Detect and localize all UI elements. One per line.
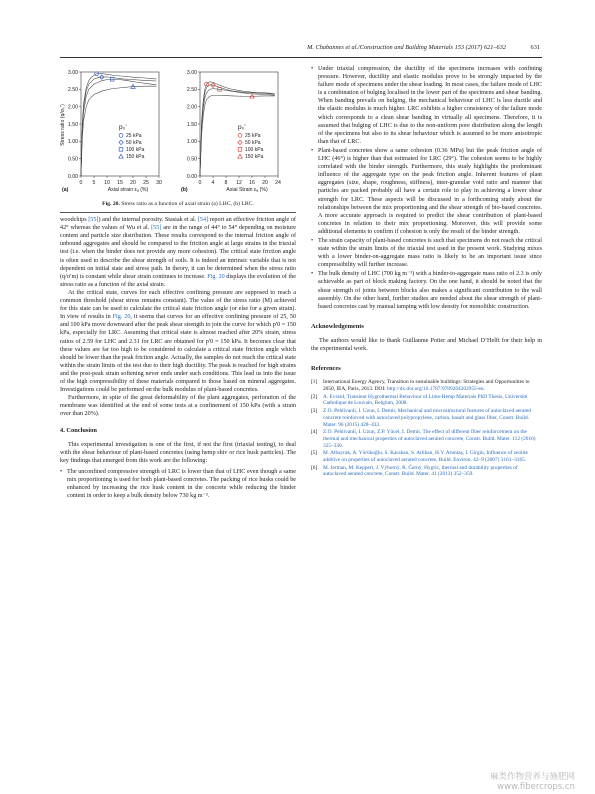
x-tick-label: 12 [236,180,242,186]
legend-label: 25 kPa [126,133,142,139]
y-tick-label: 2.50 [186,87,197,94]
legend-marker [238,140,242,144]
section-heading-conclusion: 4. Conclusion [60,427,97,435]
series-line [200,89,275,176]
reference-number: [3] [311,407,318,414]
x-axis-label: Axial strain εₐ (%) [107,187,149,193]
bullet-icon: • [311,66,314,72]
y-tick-label: 0.50 [186,156,197,163]
y-tick-label: 0.00 [186,173,197,180]
paragraph-friction-angle: woodchips [55]) and the internal porosity. Stasiak et al. [54] report an effective friction angle of 42° whereas the values of Wu et al. [55] are in the range of 44° to 54° depending on moisture content and particle size distribution. These results correspond to the internal friction angle of unbound aggregates and should be compared to the friction angle at large strains in the triaxial test (i.e. when the binder does not provide any more cohesion). The critical state friction angle is often used to describe the shear strength of soils. It is indeed an intrinsic variable that is not dependent on initial state and stress path. In theory, it can be determined when the stress ratio (q/σ′m) is constant while shear strain continues to increase. Fig. 20 displays the evolution of the stress ratio as a function of the axial strain. [60,217,297,288]
watermark [490,772,575,792]
legend-label: 100 kPa [245,147,264,153]
legend-marker [238,134,242,138]
legend-label: 100 kPa [126,147,145,153]
list-item: • Plant-based concretes show a same cohesion (0.36 MPa) but the peak friction angle of LHC (46°) is higher than that estimated for LRC (29°). The cohesion seems to be highly correlated with the binder strength. Furthermore, this study highlights the predominant influence of the aggregate type on the peak friction angle. Inherent features of plant aggregates (size, shape, roughness, stiffness), inter-granular void ratio and manner that particles are packed probably all have a certain role to play in achieving a lower shear strength for LRC. These aspects will be discussed in a forthcoming study about the relationships between the mix proportioning and the shear strength of bio-based concretes. A more accurate approach is required to predict the shear contribution of plant-based concretes in relation to their mix proportioning. Moreover, this will provide some additional elements to confirm if cohesion is only the result of the binder strength. [311,147,542,235]
paragraph-acknowledgements: The authors would like to thank Guillaume Potier and Michael D’Helft for their help in the experimental work. [311,337,542,352]
reference-number: [5] [311,450,318,457]
reference-link[interactable]: Z.O. Pehlivanli, I. Uzun, I. Demir, Mechanical and microstructural features of autoclaved aerated concrete reinforced with autoclaved polypropylene, carbon, basalt and glass fiber, Constr. Build. Mater. 96 (2015) 428–433. [323,407,531,428]
figure-link[interactable]: Fig. 20 [207,273,225,280]
stress-ratio-chart [60,64,296,196]
reference-item [311,408,542,429]
x-tick-label: 24 [275,180,281,186]
bullet-icon: • [60,468,63,475]
citation-link[interactable]: [55] [88,217,99,224]
reference-item [311,429,542,450]
y-tick-label: 1.00 [67,139,78,146]
figure-caption-text: Stress ratio as a function of axial strain (a) LHC, (b) LRC. [121,201,254,207]
x-tick-label: 20 [262,180,268,186]
reference-item [311,450,542,464]
list-item: • Under triaxial compression, the ductility of the specimens increases with confining pressure. However, ductility and elastic modulus prove to be strongly impacted by the failure mode of specimens under the shear loading. In most cases, the failure mode of LHC is a combination of bulging localised in the lower part of the specimens and shear banding. When banding prevails on bulging, the mechanical behaviour of LHC is less ductile and the elastic modulus is much higher. LRC exhibits a higher consistency of the failure mode which corresponds to a clean shear banding in virtually all specimens. Therefore, it is assumed that bulging of LHC is due to the non-uniform pore distribution along the length of the specimens but also to its shear behaviour which is assumed to be more anisotropic than that of LRC. [311,66,542,145]
conclusion-list [60,468,296,500]
reference-link[interactable]: A. Evrard, Transient Hygrothermal Behaviour of Lime-Hemp Materials PhD Thesis, Université Catholique de Louvain, Belgium, 2008. [323,393,528,407]
reference-link[interactable]: Z.O. Pehlivanli, I. Uzun, Z.P. Yücel, I. Demir, The effect of different fiber reinforcement on the thermal and mechanical properties of autoclaved aerated concrete, Constr. Build. Mater. 112 (2016) 325–330. [323,429,536,449]
citation-link[interactable]: [54] [197,217,209,224]
x-tick-label: 0 [79,180,83,186]
conclusion-list-continued [311,65,542,311]
right-column [311,65,542,479]
x-tick-label: 0 [198,180,202,186]
bullet-icon: • [311,237,314,244]
paragraph-critical-state: At the critical state, curves for each effective confining pressure are supposed to reach a common threshold (shear stress remains constant). The value of the stress ratio (M) achieved for this state can be used to calculate the critical state friction angle (or else for a given strain). In view of results in Fig. 20, it seems that curves for an effective confining pressure of 25, 50 and 100 kPa move downward after the peak shear strength to join the curve for which p′0 = 150 kPa, especially for LRC. Assuming that critical state is almost reached after 20% strain, stress ratios of 2.59 for LHC and 2.31 for LRC are obtained for p′0 = 150 kPa. It becomes clear that these values are far too high to be considered to calculate a critical state friction angle which should be lower than the peak friction angle. Actually, the samples do not reach the critical state within the strain limits of the test due to their high ductility. The peak is reached for high strains and the post-peak strain softening never ends under such conditions. This lead us into the issue of the high compressibility of these materials compared to those based on mineral aggregates. Investigations could be performed on the bulk modulus of plant-based concretes. [60,289,296,394]
y-tick-label: 0.00 [67,173,78,180]
reference-list [311,379,542,478]
figure-20 [60,60,296,198]
legend-label: 150 kPa [245,154,264,160]
section-heading-references: References [311,365,341,373]
series-line [200,95,275,176]
legend-marker [119,148,123,152]
x-tick-label: 16 [249,180,255,186]
citation-link[interactable]: [55] [151,225,162,232]
x-axis-label: Axial Strain εₐ (%) [226,187,268,193]
panel-label: (a) [62,187,69,193]
left-column [60,60,296,501]
list-item: • The unconfined compressive strength of LRC is lower than that of LHC even though a same mix proportioning is used for both plant-based concretes. The packing of rice husks could be enhanced by increasing the rice husk content in the concrete while reducing the binder content in order to keep a bulk density below 730 kg m⁻³. [60,468,296,500]
legend-marker [238,154,242,158]
y-tick-label: 0.50 [67,156,78,163]
reference-link[interactable]: http://dx.doi.org/10.1787/9789264202955-en. [386,386,485,393]
legend-label: 25 kPa [245,133,261,139]
reference-number: [2] [311,393,318,400]
reference-number: [6] [311,464,318,471]
y-tick-label: 2.50 [67,87,78,94]
reference-link[interactable]: M. Jerman, M. Keppert, J. Výborný, R. Černý, Hygric, thermal and durability properties of autoclaved aerated concrete, Constr. Build. Mater. 41 (2013) 352–359. [323,464,518,478]
x-tick-label: 15 [117,180,123,186]
figure-caption [60,200,296,208]
paragraph-membrane: Furthermore, in spite of the great deformability of the plant aggregates, perforation of the membrane was identified at the end of some tests at a confinement of 150 kPa (with a strain over than 20%). [60,395,296,418]
reference-item [311,394,542,408]
paragraph-conclusion-intro: This experimental investigation is one of the first, if not the first (triaxial testing), to deal with the shear behaviour of plant-based concretes (using hemp shiv or rice husk particles). The key findings that emerged from this work are the following: [60,441,296,464]
x-tick-label: 25 [143,180,149,186]
legend-label: 50 kPa [126,140,142,146]
y-tick-label: 2.00 [186,104,197,111]
reference-link[interactable]: M. Albayrak, A. Yörükoğlu, S. Karahan, S. Atlihan, H.Y. Aruntaş, I. Girgin, Influence of zeolite additive on properties of autoclaved aerated concrete, Build. Environ. 42–9 (2007) 3161–3165. [323,450,528,464]
reference-number: [4] [311,429,318,436]
legend-title: p₀' [238,124,246,131]
y-tick-label: 2.00 [67,104,78,111]
reference-text: International Energy Agency, Transition to sustainable buildings: Strategies and Opportunities to 2050, IEA, Paris, 2013. DOI: [323,379,530,393]
bullet-icon: • [311,271,314,278]
section-heading-acknowledgements: Acknowledgements [311,322,364,330]
x-tick-label: 10 [104,180,110,186]
running-header [60,44,540,56]
figure-link[interactable]: Fig. 20 [112,314,131,321]
journal-citation: M. Chabannes et al./Construction and Building Materials 153 (2017) 621–632 [307,44,506,51]
x-tick-label: 8 [224,180,228,186]
x-tick-label: 4 [211,180,215,186]
legend-marker [119,140,123,144]
y-tick-label: 3.00 [67,69,78,76]
header-divider [60,57,542,58]
figure-caption-label: Fig. 20. [102,201,120,207]
legend-marker [119,154,123,158]
legend-marker [119,134,123,138]
watermark-title: 麻类作物营养与施肥网 [489,772,575,782]
x-tick-label: 30 [156,180,162,186]
watermark-url: www.fibercrops.cn [497,782,575,792]
list-item: • The bulk density of LHC (700 kg m⁻³) with a binder-to-aggregate mass ratio of 2.3 is only achievable as part of block making factory. On the one hand, it should be noted that the shear strength of joints between blocks also makes a significant contribution to the wall assembly. On the other hand, further studies are needed about the shear strength of plant-based concretes cast by manual tamping with low density for monolithic construction. [311,271,542,310]
page-number: 631 [530,44,540,51]
y-tick-label: 1.00 [186,139,197,146]
figure-divider [60,212,296,213]
legend-title: p₀' [119,124,127,131]
legend-label: 50 kPa [245,140,261,146]
list-item: • The strain capacity of plant-based concretes is such that specimens do not reach the critical state within the strain limits of the triaxial test used in the present work. Studying mixes with a lower binder-on-aggregate mass ratio is likely to be an important issue since compressibility will further increase. [311,237,542,269]
y-axis-label: Stress ratio (q/σ₀') [60,104,66,146]
bullet-icon: • [311,147,314,154]
x-tick-label: 5 [92,180,96,186]
y-tick-label: 3.00 [186,69,197,76]
y-tick-label: 1.50 [186,121,197,128]
panel-label: (b) [181,187,188,193]
reference-item [311,379,542,393]
series-line [81,86,156,176]
legend-label: 150 kPa [126,154,145,160]
legend-marker [238,148,242,152]
reference-number: [1] [311,379,318,386]
x-tick-label: 20 [130,180,136,186]
reference-item [311,465,542,479]
y-tick-label: 1.50 [67,121,78,128]
